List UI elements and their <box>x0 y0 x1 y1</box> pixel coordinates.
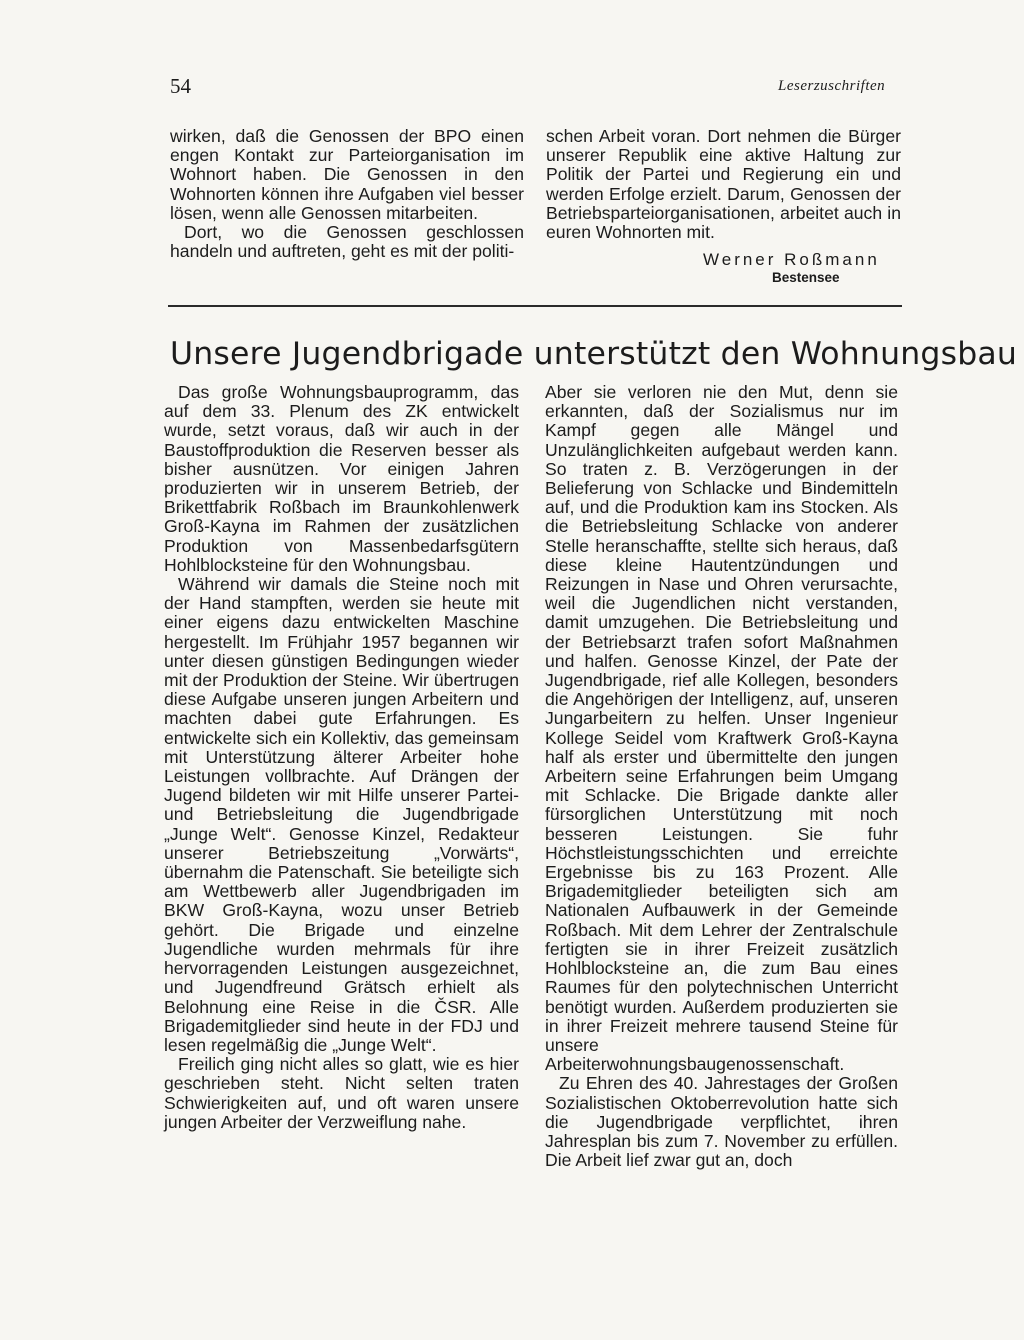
letter-place: Bestensee <box>772 270 840 285</box>
article-paragraph: Während wir damals die Steine noch mit der Hand stampften, werden sie heute mit einer eigens dazu entwickelten Maschine hergestellt. Im Frühjahr 1957 begannen wir unter diesen günstigen Bedingungen wieder mit der Produktion der Steine. Wir übertrugen diese Aufgabe unseren jungen Arbeitern und machten dabei gute Erfahrungen. Es entwickelte sich ein Kollektiv, das gemeinsam mit Unterstützung älterer Arbeiter hohe Leistungen vollbrachte. Auf Drängen der Jugend bildeten wir mit Hilfe unserer Partei- und Betriebsleitung die Jugendbrigade „Junge Welt“. Genosse Kinzel, Redakteur unserer Betriebszeitung „Vorwärts“, übernahm die Patenschaft. Sie beteiligte sich am Wettbewerb aller Jugendbrigaden im BKW Groß-Kayna, wozu unser Betrieb gehört. Die Brigade und einzelne Jugendliche wurden mehrmals für ihre hervorragenden Leistungen ausgezeichnet, und Jugendfreund Grätsch erhielt als Belohnung eine Reise in die ČSR. Alle Brigademitglieder sind heute in der FDJ und lesen regelmäßig die „Junge Welt“. <box>164 574 519 1055</box>
section-divider <box>168 305 902 307</box>
article-column-left <box>164 383 519 1132</box>
letter-paragraph: Dort, wo die Genossen geschlossen handeln und auftreten, geht es mit der politi- <box>170 222 524 262</box>
letter-author: Werner Roßmann <box>703 250 880 269</box>
article-paragraph: Aber sie verloren nie den Mut, denn sie erkannten, daß der Sozialismus nur im Kampf gegen alle Mängel und Unzulänglichkeiten aufgebaut werden kann. So traten z. B. Verzögerungen in der Belieferung von Schlacke und Bindemitteln auf, und die Produktion kam ins Stocken. Als die Betriebsleitung Schlacke von anderer Stelle heranschaffte, stellte sich heraus, daß diese kleine Hautentzündungen und Reizungen in Nase und Ohren verursachte, weil die Jugendlichen nicht verstanden, damit umzugehen. Die Betriebsleitung und der Betriebsarzt trafen sofort Maßnahmen und halfen. Genosse Kinzel, der Pate der Jugendbrigade, rief alle Kollegen, besonders die Angehörigen der Intelligenz, auf, unseren Jungarbeitern zu helfen. Unser Ingenieur Kollege Seidel vom Kraftwerk Groß-Kayna half als erster und übermittelte den jungen Arbeitern seine Erfahrungen beim Umgang mit Schlacke. Die Brigade dankte aller fürsorglichen Unterstützung mit noch besseren Leistungen. Sie fuhr Höchstleistungsschichten und erreichte Ergebnisse bis zu 163 Prozent. Alle Brigademitglieder beteiligten sich am Nationalen Aufbauwerk in der Gemeinde Roßbach. Mit dem Lehrer der Zentralschule fertigten sie in ihrer Freizeit zusätzlich Hohlblocksteine an, die zum Bau eines Raumes für den polytechnischen Unterricht benötigt wurden. Außerdem produzierten sie in ihrer Freizeit mehrere tausend Steine für unsere Arbeiterwohnungsbaugenossenschaft. <box>545 382 898 1075</box>
page-number: 54 <box>170 74 191 98</box>
article-headline: Unsere Jugendbrigade unterstützt den Wohnungsbau <box>170 336 1018 372</box>
letter-paragraph: wirken, daß die Genossen der BPO einen engen Kontakt zur Parteiorganisation im Wohnort haben. Die Genossen in den Wohnorten können ihre Aufgaben viel besser lösen, wenn alle Genossen mitarbeiten. <box>170 126 524 223</box>
article-paragraph: Zu Ehren des 40. Jahrestages der Großen Sozialistischen Oktoberrevolution hatte sich die Jugendbrigade verpflichtet, ihren Jahresplan bis zum 7. November zu erfüllen. Die Arbeit lief zwar gut an, doch <box>545 1073 898 1171</box>
letter-column-left <box>170 127 524 261</box>
letter-column-right <box>546 127 901 242</box>
article-paragraph: Das große Wohnungsbauprogramm, das auf dem 33. Plenum des ZK entwickelt wurde, setzt voraus, daß wir auch in der Baustoffproduktion die Reserven besser als bisher ausnützen. Vor einigen Jahren produzierten wir in unserem Betrieb, der Brikettfabrik Roßbach im Braunkohlenwerk Groß-Kayna im Rahmen der zusätzlichen Produktion von Massenbedarfsgütern Hohlblocksteine für den Wohnungsbau. <box>164 382 519 575</box>
running-head: Leserzuschriften <box>778 78 886 94</box>
article-column-right <box>545 383 898 1170</box>
article-paragraph: Freilich ging nicht alles so glatt, wie es hier geschrieben steht. Nicht selten traten Schwierigkeiten auf, und oft waren unsere jungen Arbeiter der Verzweiflung nahe. <box>164 1054 519 1132</box>
letter-paragraph: schen Arbeit voran. Dort nehmen die Bürger unserer Republik eine aktive Haltung zur Politik der Partei und Regierung ein und werden Erfolge erzielt. Darum, Genossen der Betriebsparteiorganisationen, arbeitet auch in euren Wohnorten mit. <box>546 126 901 243</box>
